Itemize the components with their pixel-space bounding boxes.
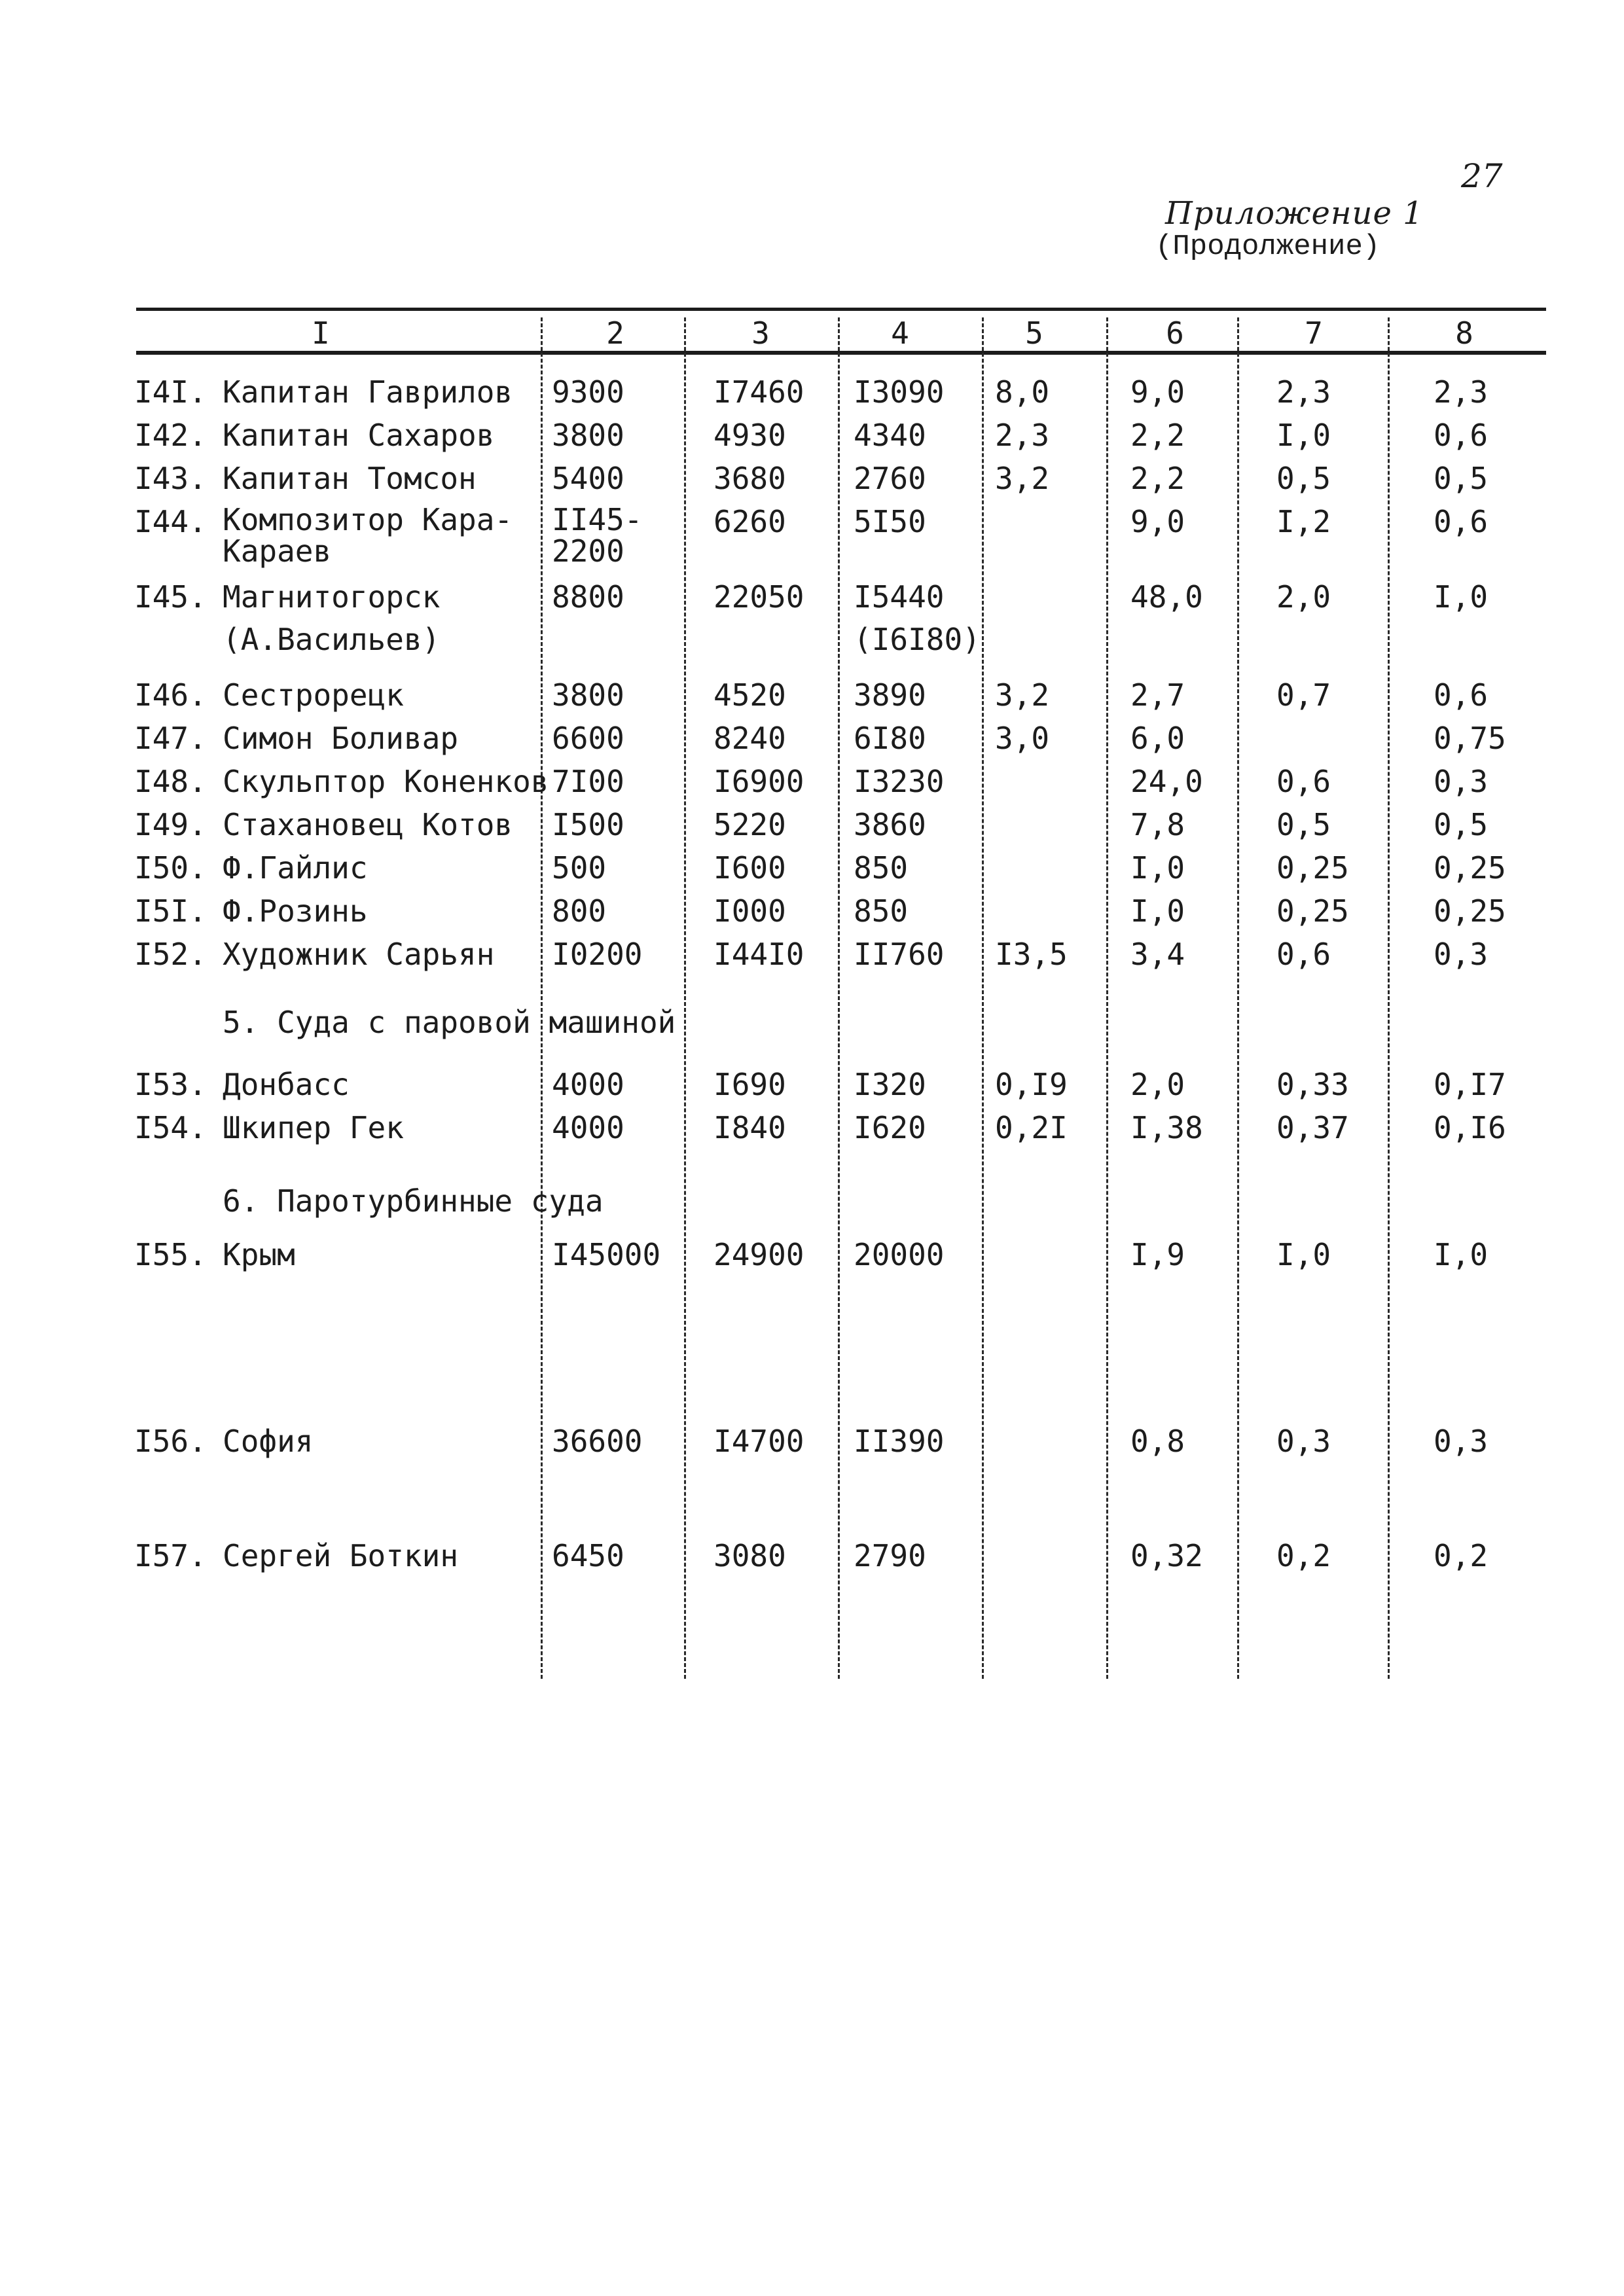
cell-c6: I,38 xyxy=(1130,1110,1203,1145)
cell-c5: 8,0 xyxy=(995,374,1050,410)
cell-c4: 4340 xyxy=(854,418,926,453)
table-row xyxy=(0,721,1624,760)
cell-c7: 2,0 xyxy=(1276,579,1331,615)
cell-num: I48. xyxy=(134,764,207,799)
cell-c8: 0,3 xyxy=(1434,1424,1489,1459)
table-row xyxy=(0,1424,1624,1463)
section-heading: 6. Паротурбинные суда xyxy=(223,1183,604,1219)
cell-c4: 3860 xyxy=(854,807,926,842)
cell-c7: 2,3 xyxy=(1276,374,1331,410)
cell-c4: 5I50 xyxy=(854,504,926,539)
cell-c8: 0,6 xyxy=(1434,418,1489,453)
column-header-1: I xyxy=(312,315,330,351)
cell-num: I43. xyxy=(134,461,207,496)
cell-c2: I0200 xyxy=(552,937,643,972)
column-header-3: 3 xyxy=(751,315,770,351)
cell-c2: 6450 xyxy=(552,1538,624,1573)
cell-c2: 500 xyxy=(552,850,607,886)
table-row xyxy=(0,1237,1624,1276)
table-row xyxy=(0,374,1624,414)
cell-c3: 4520 xyxy=(713,677,786,713)
cell-c2: I500 xyxy=(552,807,624,842)
cell-c2: 800 xyxy=(552,893,607,929)
cell-name: Крым xyxy=(223,1237,295,1272)
cell-c7: 0,2 xyxy=(1276,1538,1331,1573)
cell-c3: I7460 xyxy=(713,374,804,410)
cell-c4: 2790 xyxy=(854,1538,926,1573)
cell-c6: 3,4 xyxy=(1130,937,1185,972)
cell-name: Композитор Кара- Караев xyxy=(223,502,513,569)
cell-c6: 2,0 xyxy=(1130,1067,1185,1102)
cell-c4: I5440 xyxy=(854,579,945,615)
cell-c5: 3,2 xyxy=(995,461,1050,496)
cell-c8: 0,75 xyxy=(1434,721,1506,756)
cell-c8: 0,25 xyxy=(1434,893,1506,929)
cell-num: I52. xyxy=(134,937,207,972)
cell-c2: 7I00 xyxy=(552,764,624,799)
cell-name: Магнитогорск xyxy=(223,579,441,615)
page-number: 27 xyxy=(1461,157,1503,195)
cell-name: Симон Боливар xyxy=(223,721,459,756)
cell-c8: 0,2 xyxy=(1434,1538,1489,1573)
column-header-6: 6 xyxy=(1166,315,1184,351)
cell-c2: 3800 xyxy=(552,418,624,453)
cell-c7: 0,37 xyxy=(1276,1110,1349,1145)
cell-c3: 22050 xyxy=(713,579,804,615)
cell-c6: 24,0 xyxy=(1130,764,1203,799)
cell-c8: 2,3 xyxy=(1434,374,1489,410)
cell-name: Шкипер Гек xyxy=(223,1110,404,1145)
cell-c3: 4930 xyxy=(713,418,786,453)
cell-c6: 9,0 xyxy=(1130,374,1185,410)
cell-c6: I,9 xyxy=(1130,1237,1185,1272)
cell-c4: I3230 xyxy=(854,764,945,799)
cell-c3: I690 xyxy=(713,1067,786,1102)
cell-c2: 6600 xyxy=(552,721,624,756)
cell-c5: 0,2I xyxy=(995,1110,1068,1145)
cell-name: Сергей Боткин xyxy=(223,1538,459,1573)
cell-name: Капитан Томсон xyxy=(223,461,477,496)
column-header-7: 7 xyxy=(1305,315,1323,351)
cell-c3: I4700 xyxy=(713,1424,804,1459)
cell-num: I54. xyxy=(134,1110,207,1145)
cell-c7: 0,5 xyxy=(1276,461,1331,496)
cell-c6: 0,8 xyxy=(1130,1424,1185,1459)
cell-name: (А.Васильев) xyxy=(223,622,441,657)
table-row xyxy=(0,677,1624,717)
cell-c7: I,2 xyxy=(1276,504,1331,539)
cell-c6: I,0 xyxy=(1130,850,1185,886)
cell-c8: I,0 xyxy=(1434,579,1489,615)
cell-num: I44. xyxy=(134,504,207,539)
cell-c4: I620 xyxy=(854,1110,926,1145)
table-row xyxy=(0,502,1624,569)
section-heading: 5. Суда с паровой машиной xyxy=(223,1005,676,1040)
cell-num: I50. xyxy=(134,850,207,886)
cell-c3: I000 xyxy=(713,893,786,929)
cell-c6: 9,0 xyxy=(1130,504,1185,539)
cell-c3: 24900 xyxy=(713,1237,804,1272)
table-row xyxy=(0,937,1624,976)
cell-c4: 2760 xyxy=(854,461,926,496)
cell-c8: 0,I7 xyxy=(1434,1067,1506,1102)
column-header-4: 4 xyxy=(891,315,909,351)
cell-c4: 850 xyxy=(854,893,909,929)
table-row xyxy=(0,893,1624,933)
cell-c2: 3800 xyxy=(552,677,624,713)
cell-c5: 2,3 xyxy=(995,418,1050,453)
cell-c4: 20000 xyxy=(854,1237,945,1272)
table-row xyxy=(0,418,1624,457)
cell-num: I55. xyxy=(134,1237,207,1272)
cell-c4: I3090 xyxy=(854,374,945,410)
cell-c7: 0,33 xyxy=(1276,1067,1349,1102)
cell-name: Сестрорецк xyxy=(223,677,404,713)
table-row xyxy=(0,850,1624,889)
cell-c4: I320 xyxy=(854,1067,926,1102)
cell-c7: I,0 xyxy=(1276,418,1331,453)
cell-num: I45. xyxy=(134,579,207,615)
cell-c6: I,0 xyxy=(1130,893,1185,929)
cell-c2: 36600 xyxy=(552,1424,643,1459)
cell-c8: 0,6 xyxy=(1434,677,1489,713)
cell-num: I53. xyxy=(134,1067,207,1102)
table-row xyxy=(0,622,1624,661)
cell-c3: 8240 xyxy=(713,721,786,756)
cell-c7: 0,7 xyxy=(1276,677,1331,713)
column-header-8: 8 xyxy=(1455,315,1473,351)
cell-c2: 8800 xyxy=(552,579,624,615)
cell-c8: 0,5 xyxy=(1434,807,1489,842)
appendix-title: Приложение 1 xyxy=(1165,195,1424,232)
table-row xyxy=(0,764,1624,803)
cell-c7: 0,25 xyxy=(1276,893,1349,929)
cell-name: Капитан Сахаров xyxy=(223,418,495,453)
cell-c5: I3,5 xyxy=(995,937,1068,972)
cell-name: Ф.Гайлис xyxy=(223,850,368,886)
cell-c5: 3,0 xyxy=(995,721,1050,756)
cell-c3: I44I0 xyxy=(713,937,804,972)
cell-num: I5I. xyxy=(134,893,207,929)
cell-c8: I,0 xyxy=(1434,1237,1489,1272)
cell-c3: 5220 xyxy=(713,807,786,842)
cell-c5: 3,2 xyxy=(995,677,1050,713)
column-header-2: 2 xyxy=(606,315,624,351)
cell-c4: 6I80 xyxy=(854,721,926,756)
cell-c6: 7,8 xyxy=(1130,807,1185,842)
cell-c3: 3680 xyxy=(713,461,786,496)
cell-num: I46. xyxy=(134,677,207,713)
cell-c6: 2,2 xyxy=(1130,461,1185,496)
cell-c7: 0,5 xyxy=(1276,807,1331,842)
cell-c2: 4000 xyxy=(552,1067,624,1102)
cell-name: Донбасс xyxy=(223,1067,350,1102)
cell-c6: 2,7 xyxy=(1130,677,1185,713)
cell-num: I42. xyxy=(134,418,207,453)
table-row xyxy=(0,461,1624,500)
cell-c7: 0,25 xyxy=(1276,850,1349,886)
cell-name: Скульптор Коненков xyxy=(223,764,549,799)
cell-c8: 0,6 xyxy=(1434,504,1489,539)
cell-c3: I6900 xyxy=(713,764,804,799)
cell-c6: 0,32 xyxy=(1130,1538,1203,1573)
cell-c7: 0,6 xyxy=(1276,937,1331,972)
cell-c4: 3890 xyxy=(854,677,926,713)
cell-c4: (I6I80) xyxy=(854,622,981,657)
cell-name: Ф.Розинь xyxy=(223,893,368,929)
cell-num: I49. xyxy=(134,807,207,842)
table-row xyxy=(0,1110,1624,1149)
cell-c6: 48,0 xyxy=(1130,579,1203,615)
cell-c2: I45000 xyxy=(552,1237,661,1272)
cell-c7: 0,3 xyxy=(1276,1424,1331,1459)
cell-c3: I840 xyxy=(713,1110,786,1145)
table-row xyxy=(0,579,1624,619)
cell-c3: I600 xyxy=(713,850,786,886)
cell-c3: 3080 xyxy=(713,1538,786,1573)
cell-c3: 6260 xyxy=(713,504,786,539)
cell-c4: II760 xyxy=(854,937,945,972)
cell-c2: 4000 xyxy=(552,1110,624,1145)
cell-num: I57. xyxy=(134,1538,207,1573)
cell-c6: 6,0 xyxy=(1130,721,1185,756)
appendix-subtitle: (Продолжение) xyxy=(1155,230,1380,263)
cell-c8: 0,3 xyxy=(1434,937,1489,972)
cell-c4: 850 xyxy=(854,850,909,886)
cell-c8: 0,3 xyxy=(1434,764,1489,799)
table-top-rule xyxy=(136,308,1546,311)
cell-num: I4I. xyxy=(134,374,207,410)
table-row xyxy=(0,807,1624,846)
cell-c5: 0,I9 xyxy=(995,1067,1068,1102)
cell-c4: II390 xyxy=(854,1424,945,1459)
cell-name: Капитан Гаврилов xyxy=(223,374,513,410)
cell-c2: 9300 xyxy=(552,374,624,410)
table-header-rule xyxy=(136,351,1546,355)
column-header-5: 5 xyxy=(1025,315,1043,351)
cell-name: Стахановец Котов xyxy=(223,807,513,842)
cell-num: I56. xyxy=(134,1424,207,1459)
cell-c7: I,0 xyxy=(1276,1237,1331,1272)
cell-c8: 0,25 xyxy=(1434,850,1506,886)
cell-c2: 5400 xyxy=(552,461,624,496)
cell-c6: 2,2 xyxy=(1130,418,1185,453)
cell-name: Художник Сарьян xyxy=(223,937,495,972)
cell-c8: 0,5 xyxy=(1434,461,1489,496)
table-row xyxy=(0,1067,1624,1106)
cell-name: София xyxy=(223,1424,314,1459)
cell-c2: II45- 2200 xyxy=(552,502,643,569)
cell-c8: 0,I6 xyxy=(1434,1110,1506,1145)
cell-c7: 0,6 xyxy=(1276,764,1331,799)
cell-num: I47. xyxy=(134,721,207,756)
table-row xyxy=(0,1538,1624,1577)
